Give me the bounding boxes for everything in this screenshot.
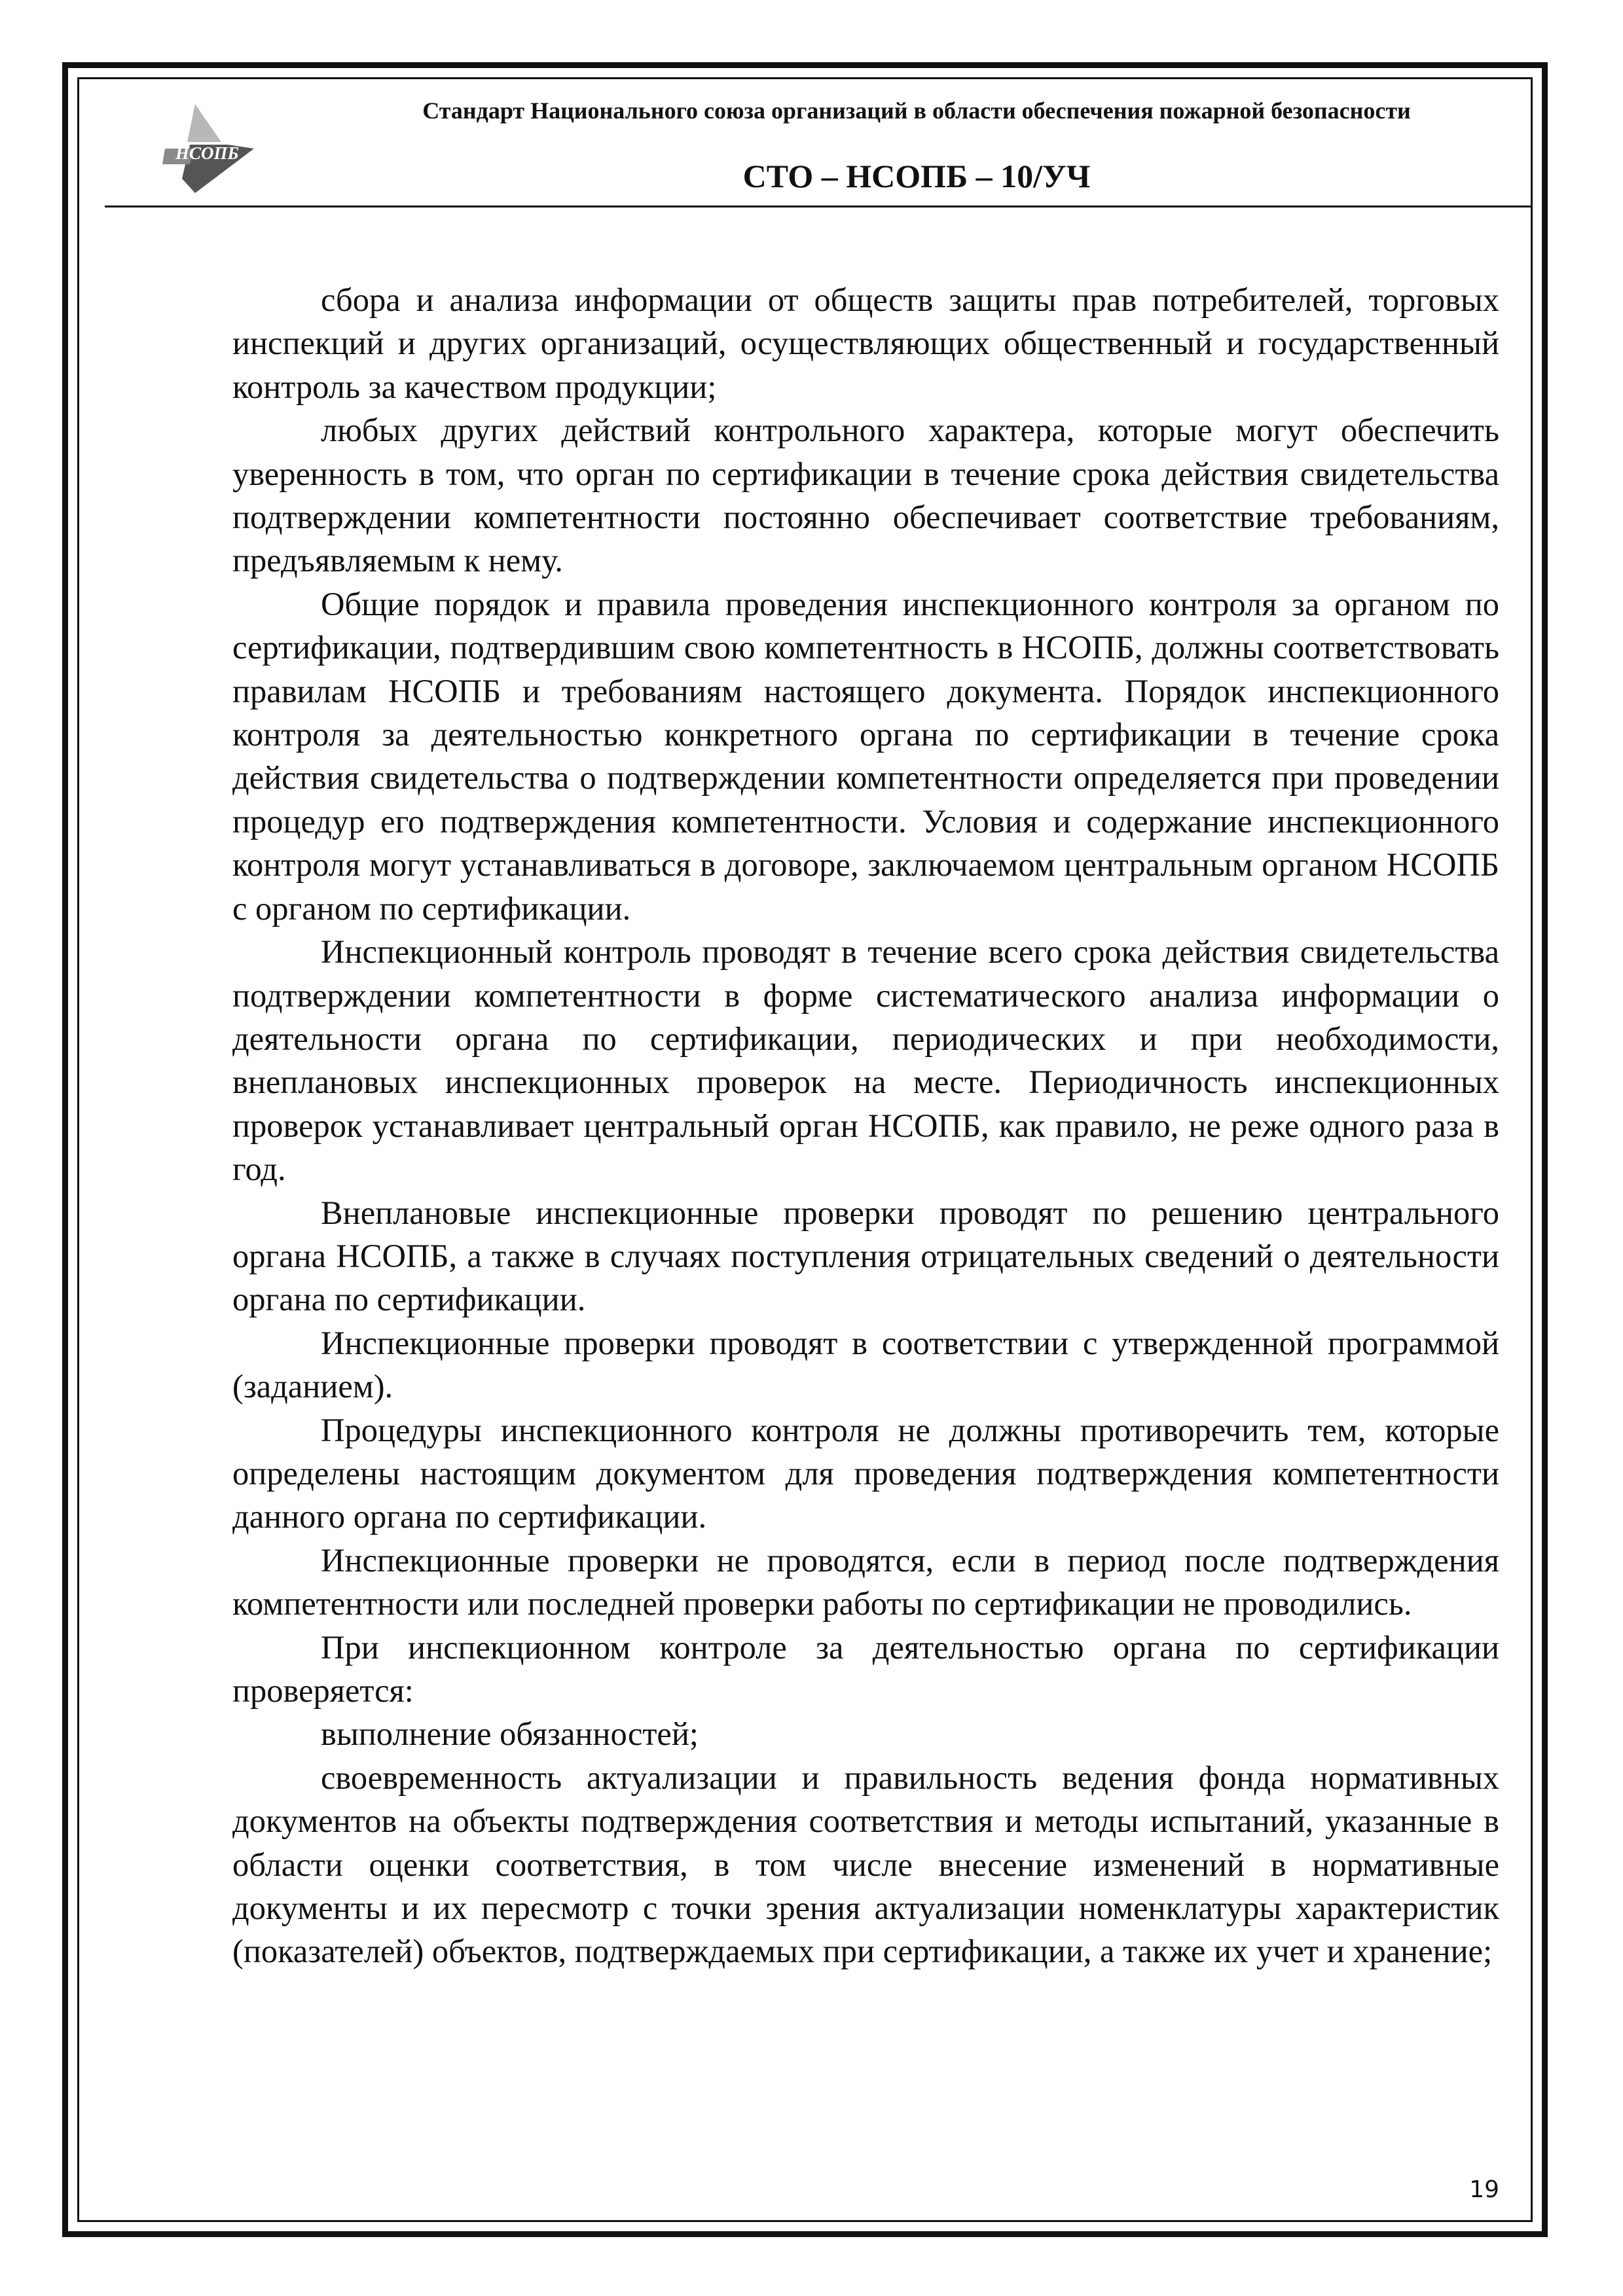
header-organization: Стандарт Национального союза организаций в области обеспечения пожарной безопасности	[422, 98, 1411, 124]
paragraph: своевременность актуализации и правильность ведения фонда нормативных документов на объекты подтверждения соответствия и методы испытаний, указанные в области оценки соответствия, в том числе внесение изменений в нормативные документы и их пересмотр с точки зрения актуализации номенклатуры характеристик (показателей) объектов, подтверждаемых при сертификации, а также их учет и хранение;	[232, 1759, 1499, 1970]
paragraph: Инспекционные проверки проводят в соответствии с утвержденной программой (заданием).	[232, 1324, 1499, 1405]
paragraph: выполнение обязанностей;	[321, 1715, 699, 1753]
paragraph: Общие порядок и правила проведения инспекционного контроля за органом по сертификации, подтвердившим свою компетентность в НСОПБ, должны соответствовать правилам НСОПБ и требованиям настоящего документа. Порядок инспекционного контроля за деятельностью конкретного органа по сертификации в течение срока действия свидетельства о подтверждении компетентности определяется при проведении процедур его подтверждения компетентности. Условия и содержание инспекционного контроля могут устанавливаться в договоре, заключаемом центральным органом НСОПБ с органом по сертификации.	[232, 585, 1499, 927]
paragraph: При инспекционном контроле за деятельностью органа по сертификации проверяется:	[232, 1628, 1499, 1709]
nsopb-logo	[156, 101, 254, 193]
paragraph: сбора и анализа информации от обществ защиты прав потребителей, торговых инспекций и других организаций, осуществляющих общественный и государственный контроль за качеством продукции;	[232, 281, 1499, 405]
document-code: СТО – НСОПБ – 10/УЧ	[742, 158, 1091, 194]
logo-upper-shape	[187, 104, 221, 142]
paragraph: любых других действий контрольного характера, которые могут обеспечить уверенность в том, что орган по сертификации в течение срока действия свидетельства подтверждении компетентности постоянно обеспечивает соответствие требованиям, предъявляемым к нему.	[232, 412, 1499, 579]
logo-text: НСОПБ	[175, 143, 239, 163]
paragraph: Инспекционные проверки не проводятся, если в период после подтверждения компетентности или последней проверки работы по сертификации не проводились.	[232, 1541, 1499, 1623]
paragraph: Инспекционный контроль проводят в течение всего срока действия свидетельства подтверждении компетентности в форме систематического анализа информации о деятельности органа по сертификации, периодических и при необходимости, внеплановых инспекционных проверок на месте. Периодичность инспекционных проверок устанавливает центральный орган НСОПБ, как правило, не реже одного раза в год.	[232, 933, 1499, 1188]
page-number: 19	[1469, 2176, 1499, 2203]
header-divider	[105, 206, 1532, 207]
paragraph: Процедуры инспекционного контроля не должны противоречить тем, которые определены настоящим документом для проведения подтверждения компетентности данного органа по сертификации.	[232, 1411, 1499, 1535]
paragraph: Внеплановые инспекционные проверки проводят по решению центрального органа НСОПБ, а также в случаях поступления отрицательных сведений о деятельности органа по сертификации.	[232, 1194, 1499, 1318]
document-body	[232, 278, 1499, 1973]
